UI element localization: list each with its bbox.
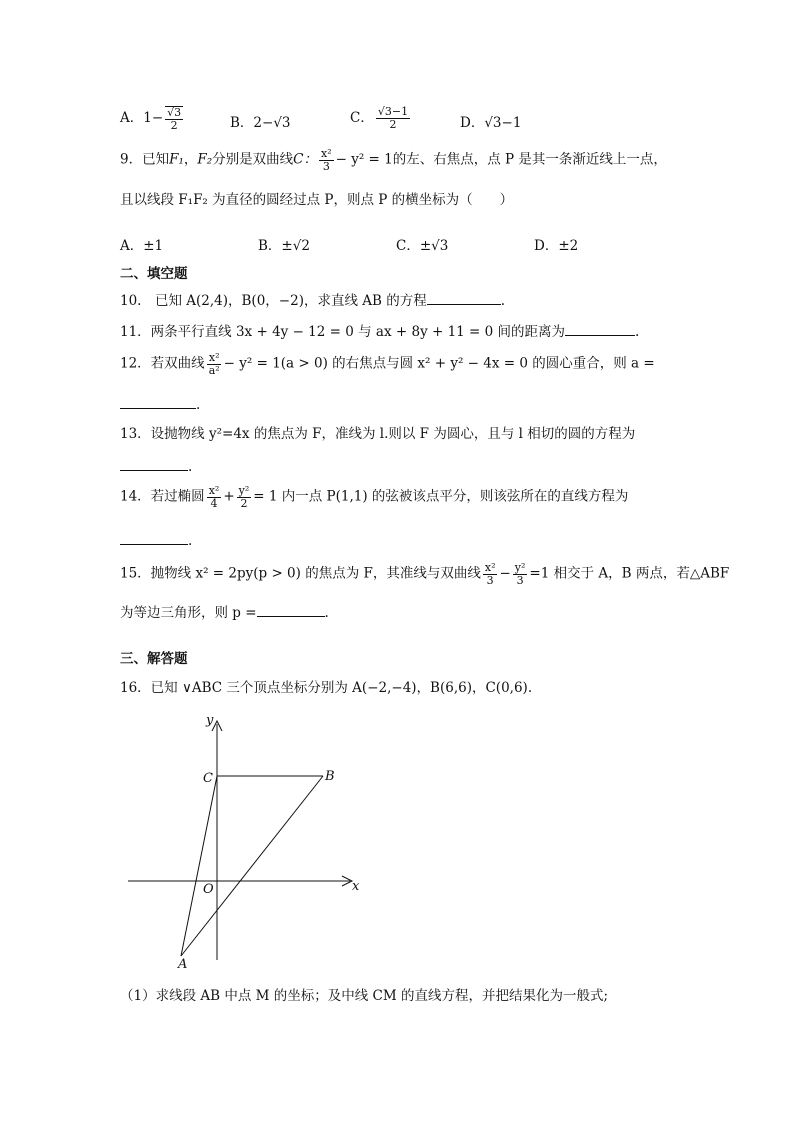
q8-option-b: B．2−√3 (230, 115, 291, 131)
question-16: 16．已知 ∨ABC 三个顶点坐标分别为 A(−2,−4)，B(6,6)，C(0,6). (120, 680, 533, 696)
section-heading-solutions: 三、解答题 (120, 651, 188, 667)
answer-blank[interactable] (257, 604, 325, 617)
question-11: 11．两条平行直线 3x + 4y − 12 = 0 与 ax + 8y + 11 = 0 间的距离为 . (120, 324, 640, 340)
q9-options (120, 234, 634, 254)
fraction: $\frac{√3-1}{2}$ (377, 105, 409, 131)
q8-option-d: D．√3−1 (460, 115, 522, 131)
question-10: 10. 已知 A(2,4)，B(0，−2)，求直线 AB 的方程 . (120, 293, 506, 309)
question-12: 12．若双曲线 $\frac{\text{x²}}{\text{a²}}$ − y² = 1(a > 0) 的右焦点与圆 x² + y² − 4x = 0 的圆心重合，则 a = (120, 351, 655, 377)
triangle-figure (120, 710, 370, 970)
q9-option-b: B．±√2 (258, 238, 310, 254)
question-15-line-2: 为等边三角形，则 p = . (120, 605, 329, 621)
question-12-answer: . (120, 396, 200, 413)
q8-option-a: A．1− $\frac{√3}{2}$ (120, 106, 182, 132)
origin-label: O (203, 882, 214, 897)
fraction: $\frac{\text{x²}}{3}$ (484, 561, 496, 587)
question-13: 13．设抛物线 y²=4x 的焦点为 F，准线为 l.则以 F 为圆心，且与 l 相切的圆的方程为 (120, 426, 636, 442)
point-a-label: A (178, 957, 188, 970)
fraction: $\frac{√3}{2}$ (167, 106, 182, 132)
point-b-label: B (325, 769, 335, 784)
section-heading-fill-in: 二、填空题 (120, 266, 188, 282)
answer-blank[interactable] (120, 532, 188, 545)
q9-option-c: C．±√3 (396, 238, 449, 254)
side-ab (181, 776, 323, 956)
q8-option-c: C． $\frac{√3-1}{2}$ (350, 105, 409, 131)
fraction: $\frac{\text{x²}}{\text{a²}}$ (208, 351, 220, 377)
fraction: $\frac{\text{y²}}{2}$ (238, 484, 250, 510)
question-14: 14．若过椭圆 $\frac{\text{x²}}{4}$ + $\frac{\text{y²}}{2}$ = 1 内一点 P(1,1) 的弦被该点平分，则该弦所在的直线方程为 (120, 484, 629, 510)
answer-blank[interactable] (120, 396, 196, 409)
question-14-answer: . (120, 532, 192, 549)
question-9-line-2: 且以线段 F₁F₂ 为直径的圆经过点 P，则点 P 的横坐标为（ ） (120, 192, 514, 208)
q9-option-a: A．±1 (120, 238, 164, 254)
q9-option-d: D．±2 (534, 238, 579, 254)
answer-blank[interactable] (120, 458, 188, 471)
fraction: $\frac{\text{y²}}{3}$ (514, 561, 526, 587)
fraction: $\frac{\text{x²}}{4}$ (208, 484, 220, 510)
fraction: $\frac{\text{x²}}{3}$ (321, 147, 332, 173)
y-axis-label: y (206, 713, 214, 728)
answer-blank[interactable] (565, 323, 635, 336)
x-axis-label: x (352, 879, 360, 894)
side-ca (181, 776, 217, 956)
question-13-answer: . (120, 458, 192, 475)
question-15: 15．抛物线 x² = 2py(p > 0) 的焦点为 F，其准线与双曲线 $\frac{\text{x²}}{3}$ − $\frac{\text{y²}}{3}$ =1 相交于 A，B 两点，若△ABF (120, 561, 730, 587)
point-c-label: C (203, 771, 213, 786)
question-16-part-1: （1）求线段 AB 中点 M 的坐标；及中线 CM 的直线方程，并把结果化为一般式; (120, 988, 609, 1004)
answer-blank[interactable] (427, 292, 501, 305)
q8-options (120, 106, 560, 131)
question-9: 9．已知F₁，F₂分别是双曲线C： $\frac{\text{x²}}{3}$ − y² = 1的左、右焦点，点 P 是其一条渐近线上一点， (120, 147, 667, 173)
